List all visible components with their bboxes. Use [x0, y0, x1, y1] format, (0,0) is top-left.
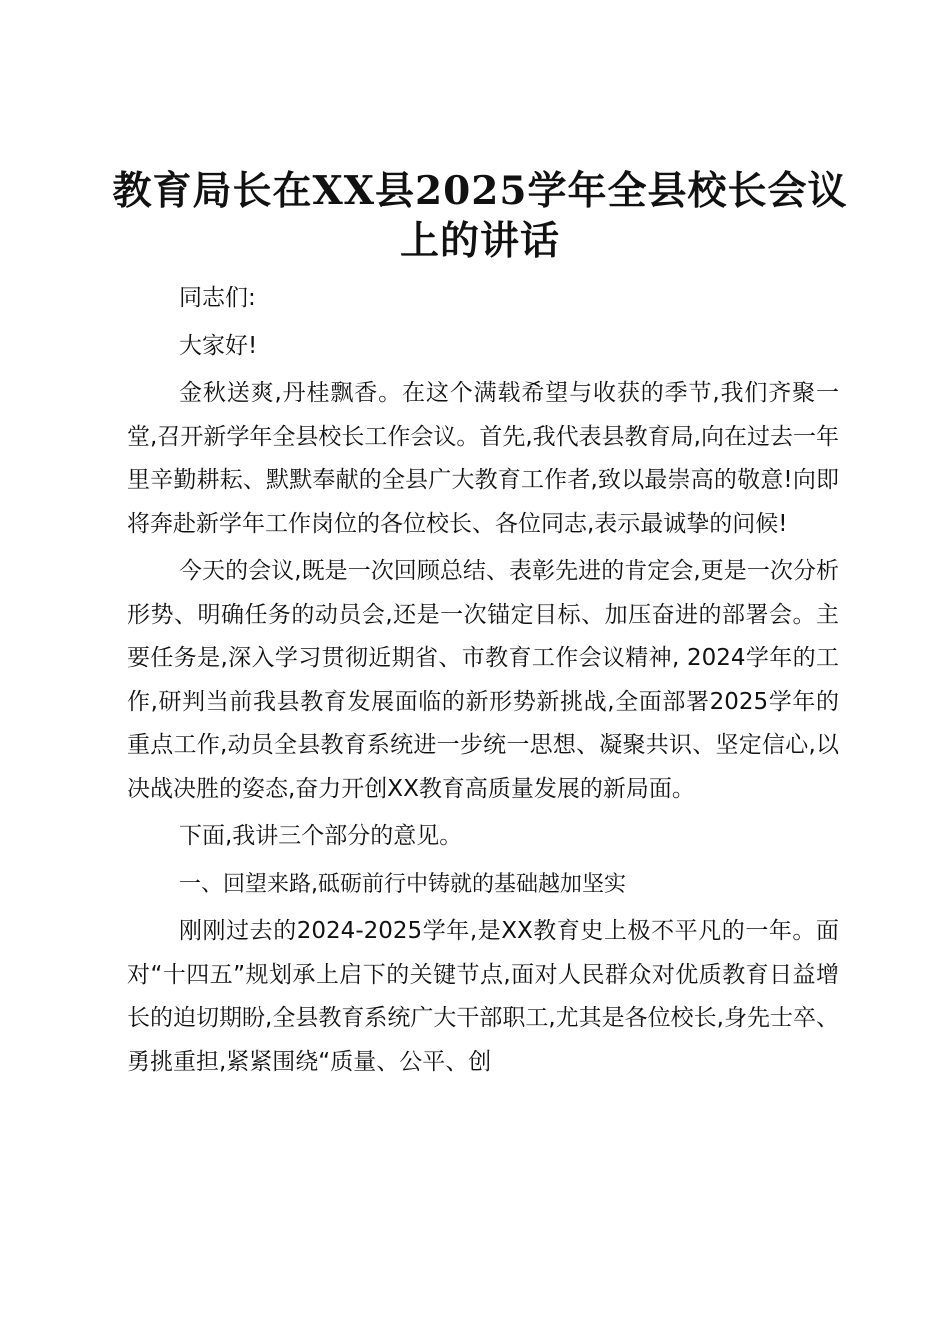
outline-paragraph: 下面,我讲三个部分的意见。: [179, 823, 463, 849]
review-paragraph: 刚刚过去的2024-2025学年,是XX教育史上极不平凡的一年。面对“十四五”规划承上启下的关键节点,面对人民群众对优质教育日益增长的迫切期盼,全县教育系统广大干部职工,尤其是各位校长,身先士卒、勇挑重担,紧紧围绕“质量、公平、创: [127, 918, 839, 1075]
opening-paragraph: 金秋送爽,丹桂飘香。在这个满载希望与收获的季节,我们齐聚一堂,召开新学年全县校长工作会议。首先,我代表县教育局,向在过去一年里辛勤耕耘、默默奉献的全县广大教育工作者,致以最崇高的敬意!向即将奔赴新学年工作岗位的各位校长、各位同志,表示最诚挚的问候!: [127, 380, 839, 537]
document-body: [127, 277, 839, 1088]
salutation: 同志们:: [179, 285, 256, 311]
greeting: 大家好!: [179, 332, 258, 359]
section-heading-one: 一、回望来路,砥砺前行中铸就的基础越加坚实: [179, 871, 626, 897]
meeting-purpose-paragraph: 今天的会议,既是一次回顾总结、表彰先进的肯定会,更是一次分析形势、明确任务的动员会,还是一次锚定目标、加压奋进的部署会。主要任务是,深入学习贯彻近期省、市教育工作会议精神, 2024学年的工作,研判当前我县教育发展面临的新形势新挑战,全面部署2025学年的重点工作,动员全县教育系统进一步统一思想、凝聚共识、坚定信心,以决战决胜的姿态,奋力开创XX教育高质量发展的新局面。: [127, 558, 839, 802]
document-title: 教育局长在XX县2025学年全县校长会议上的讲话: [112, 168, 848, 264]
